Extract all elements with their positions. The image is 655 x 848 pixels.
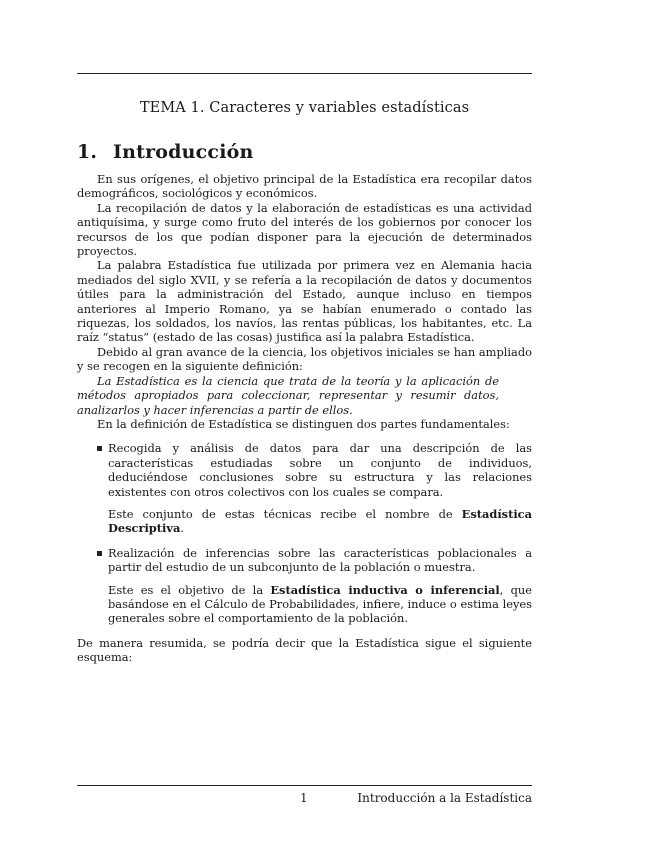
bullet-icon bbox=[97, 446, 102, 451]
list-item bbox=[77, 441, 532, 535]
closing-sentence: De manera resumida, se podría decir que la Estadística sigue el siguiente esquema: bbox=[77, 635, 532, 665]
note-text-end: . bbox=[180, 521, 184, 536]
note-text: Este es el objetivo de la bbox=[108, 582, 271, 597]
section-number: 1. bbox=[77, 141, 98, 163]
list-item-text: Realización de inferencias sobre las características poblacionales a partir del estudio de un subconjunto de la población o muestra. bbox=[108, 545, 532, 575]
page-header-title: TEMA 1. Caracteres y variables estadísticas bbox=[139, 100, 470, 116]
body-text bbox=[77, 172, 532, 665]
page-number: 1 bbox=[300, 791, 308, 805]
footer-title: Introducción a la Estadística bbox=[357, 791, 532, 805]
section-heading bbox=[77, 141, 254, 163]
list-item-text: Recogida y análisis de datos para dar una descripción de las características estudiadas sobre un conjunto de individuos, deduciéndose conclusiones sobre su estructura y las relaciones existentes con otros colectivos con los cuales se compara. bbox=[108, 441, 532, 499]
note-text-end: , que basándose en el Cálculo de Probabilidades, infiere, induce o estima leyes generales sobre el comportamiento de la población. bbox=[108, 582, 532, 626]
footer-rule bbox=[77, 785, 532, 786]
definition-quote: La Estadística es la ciencia que trata de la teoría y la aplicación de métodos apropiados para coleccionar, representar y resumir datos, analizarlos y hacer inferencias a partir de ellos. bbox=[77, 373, 499, 417]
list-item-note bbox=[108, 583, 532, 626]
section-title: Introducción bbox=[113, 141, 254, 163]
term-bold: Estadística inductiva o inferencial bbox=[270, 582, 500, 597]
bullet-icon bbox=[97, 551, 102, 556]
note-text: Este conjunto de estas técnicas recibe el nombre de bbox=[108, 506, 462, 521]
list-item bbox=[77, 546, 532, 626]
paragraph: En sus orígenes, el objetivo principal de la Estadística era recopilar datos demográficos, sociológicos y económicos. bbox=[77, 172, 532, 201]
header-rule bbox=[77, 73, 532, 74]
parts-list bbox=[77, 441, 532, 625]
paragraph: La palabra Estadística fue utilizada por primera vez en Alemania hacia mediados del siglo XVII, y se refería a la recopilación de datos y documentos útiles para la administración del Estado, aunque incluso en tiempos anteriores al Imperio Romano, ya se habían enumerado o contado las riquezas, los soldados, los navíos, las rentas públicas, los habitantes, etc. La raíz “status” (estado de las cosas) justifica así la palabra Estadística. bbox=[77, 258, 532, 345]
paragraph: La recopilación de datos y la elaboración de estadísticas es una actividad antiquísima, y surge como fruto del interés de los gobiernos por conocer los recursos de los que podían disponer para la ejecución de determinados proyectos. bbox=[77, 200, 532, 259]
term-bold: Estadística Descriptiva bbox=[108, 506, 532, 536]
paragraph: Debido al gran avance de la ciencia, los objetivos iniciales se han ampliado y se recogen en la siguiente definición: bbox=[77, 344, 532, 374]
list-item-note bbox=[108, 507, 532, 536]
parts-intro: En la definición de Estadística se distinguen dos partes fundamentales: bbox=[97, 416, 510, 431]
